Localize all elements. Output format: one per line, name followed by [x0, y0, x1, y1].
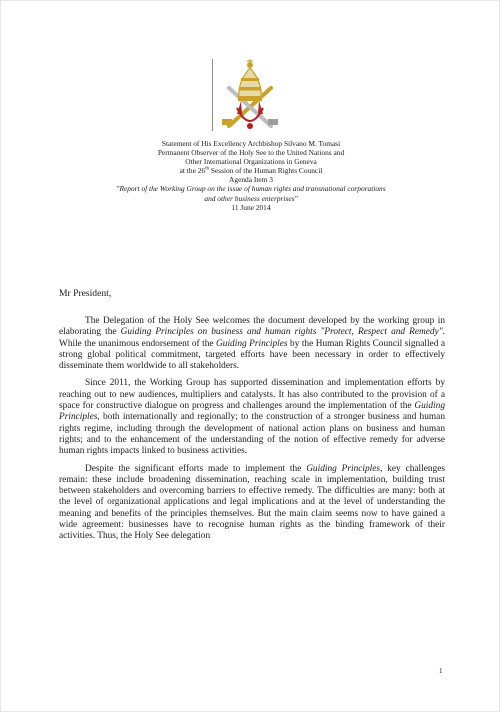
header-line-3: Other International Organizations in Geneva — [185, 157, 317, 167]
paragraph-1-text-c: . While the unanimous endorsement of the — [59, 327, 446, 349]
agenda-item: Agenda Item 3 — [229, 175, 273, 185]
paragraph-1-italic-d: Guiding Principles — [216, 338, 288, 349]
paragraph-2-text-c: , both internationally and regionally; to the construction of a stronger business and human rights regime, including through the development of national action plans on business and human rights; and to the enhancement of the understanding of the notion of effective remedy for adverse human rights impacts linked to business activities. — [59, 412, 445, 457]
header-line-1: Statement of His Excellency Archbishop Silvano M. Tomasi — [161, 139, 341, 148]
report-title-line-2: and other business enterprises" — [204, 193, 298, 203]
paragraph-3-text-c: , key challenges remain: these include broadening dissemination, reaching scale in implementation, building trust between stakeholders and overcoming barriers to effective remedy. The difficulties are many: both at the level of organizational applications and legal implications and at the level of understanding the meaning and benefits of the principles themselves. But the main claim seems now to have gained a wide agreement: businesses have to recognise human rights as the binding framework of their activities. Thus, the Holy See delegation — [59, 463, 445, 542]
divider-line — [212, 59, 213, 131]
paragraph-1-italic-b: Guiding Principles on business and human rights "Protect, Respect and Remedy" — [120, 327, 443, 338]
paragraph-3-italic-b: Guiding Principles — [306, 463, 381, 474]
statement-date: 11 June 2014 — [231, 202, 271, 212]
header-line-4-post: Session of the Human Rights Council — [209, 166, 323, 176]
header-line-2: Permanent Observer of the Holy See to the United Nations and — [157, 148, 345, 158]
statement-header — [61, 139, 441, 212]
report-title-line-1: "Report of the Working Group on the issue of human rights and transnational corporations — [116, 184, 386, 194]
header-line-4-sup: th — [205, 166, 209, 172]
statement-body — [59, 316, 445, 549]
page-number: 1 — [439, 667, 443, 675]
paragraph-2-italic-b: Guiding Principles — [59, 401, 445, 423]
paragraph-2-text-a: Since 2011, the Working Group has supported dissemination and implementation efforts by reaching out to new audiences, multipliers and catalysts. It has also contributed to the provision of a space for constructive dialogue on progress and challenges around the implementation of the — [59, 378, 445, 412]
paragraph-1-text-e: by the Human Rights Council signalled a strong global political commitment, targeted efforts have been necessary in order to effectively disseminate them worldwide to all stakeholders. — [59, 338, 445, 372]
paragraph-1 — [59, 316, 445, 372]
salutation: Mr President, — [59, 288, 112, 299]
header-line-4-pre: at the 26 — [179, 166, 206, 176]
paragraph-1-text-a: The Delegation of the Holy See welcomes the document developed by the working group in elaborating the — [59, 316, 445, 338]
paragraph-2 — [59, 378, 445, 457]
paragraph-3 — [59, 464, 445, 543]
paragraph-3-text-a: Despite the significant efforts made to implement the — [85, 463, 307, 474]
holy-see-emblem-icon — [215, 56, 285, 136]
header-line-4 — [61, 166, 441, 175]
